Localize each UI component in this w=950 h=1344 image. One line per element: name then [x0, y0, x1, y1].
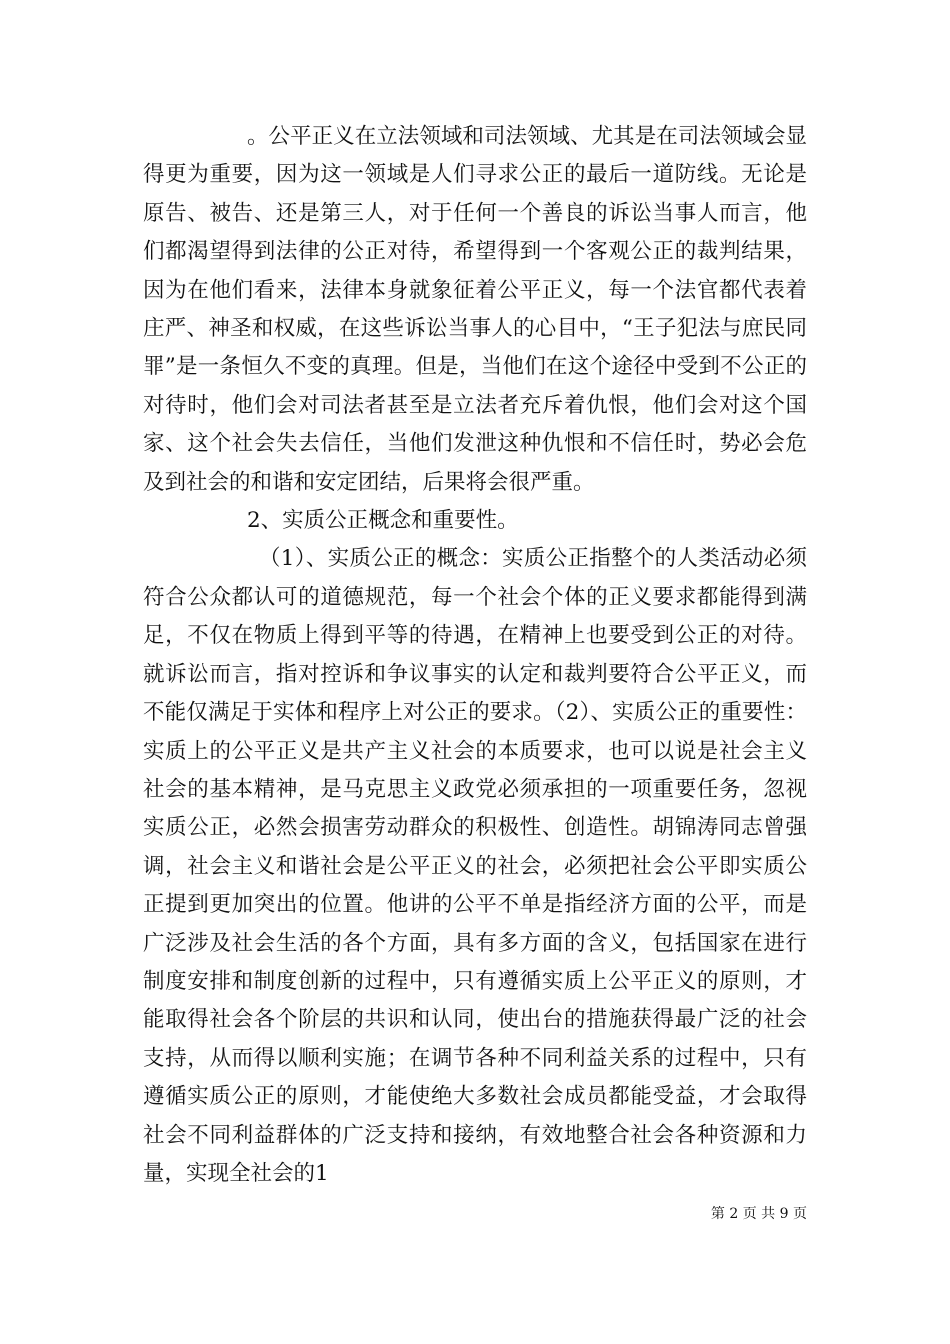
paragraph-substantive-justice-concept: （1）、实质公正的概念：实质公正指整个的人类活动必须符合公众都认可的道德规范，每一个社会个体的正义要求都能得到满足，不仅在物质上得到平等的待遇，在精神上也要受到公正的对待。就诉讼而言，指对控诉和争议事实的认定和裁判要符合公平正义，而不能仅满足于实体和程序上对公正的要求。（2）、实质公正的重要性：实质上的公平正义是共产主义社会的本质要求，也可以说是社会主义社会的基本精神，是马克思主义政党必须承担的一项重要任务，忽视实质公正，必然会损害劳动群众的积极性、创造性。胡锦涛同志曾强调，社会主义和谐社会是公平正义的社会，必须把社会公平即实质公正提到更加突出的位置。他讲的公平不单是指经济方面的公平，而是广泛涉及社会生活的各个方面，具有多方面的含义，包括国家在进行制度安排和制度创新的过程中，只有遵循实质上公平正义的原则，才能取得社会各个阶层的共识和认同，使出台的措施获得最广泛的社会支持，从而得以顺利实施；在调节各种不同利益关系的过程中，只有遵循实质公正的原则，才能使绝大多数社会成员都能受益，才会取得社会不同利益群体的广泛支持和接纳，有效地整合社会各种资源和力量，实现全社会的1: [143, 546, 807, 1186]
page-number-footer: 第 2 页 共 9 页: [710, 1206, 807, 1222]
document-body: [143, 118, 807, 1193]
section-heading-substantive-justice: 2、实质公正概念和重要性。: [247, 508, 519, 534]
paragraph-fairness-judicial: 。公平正义在立法领域和司法领域、尤其是在司法领域会显得更为重要，因为这一领域是人们寻求公正的最后一道防线。无论是原告、被告、还是第三人，对于任何一个善良的诉讼当事人而言，他们都渴望得到法律的公正对待，希望得到一个客观公正的裁判结果，因为在他们看来，法律本身就象征着公平正义，每一个法官都代表着庄严、神圣和权威，在这些诉讼当事人的心目中，“王子犯法与庶民同罪”是一条恒久不变的真理。但是，当他们在这个途径中受到不公正的对待时，他们会对司法者甚至是立法者充斥着仇恨，他们会对这个国家、这个社会失去信任，当他们发泄这种仇恨和不信任时，势必会危及到社会的和谐和安定团结，后果将会很严重。: [143, 124, 807, 495]
